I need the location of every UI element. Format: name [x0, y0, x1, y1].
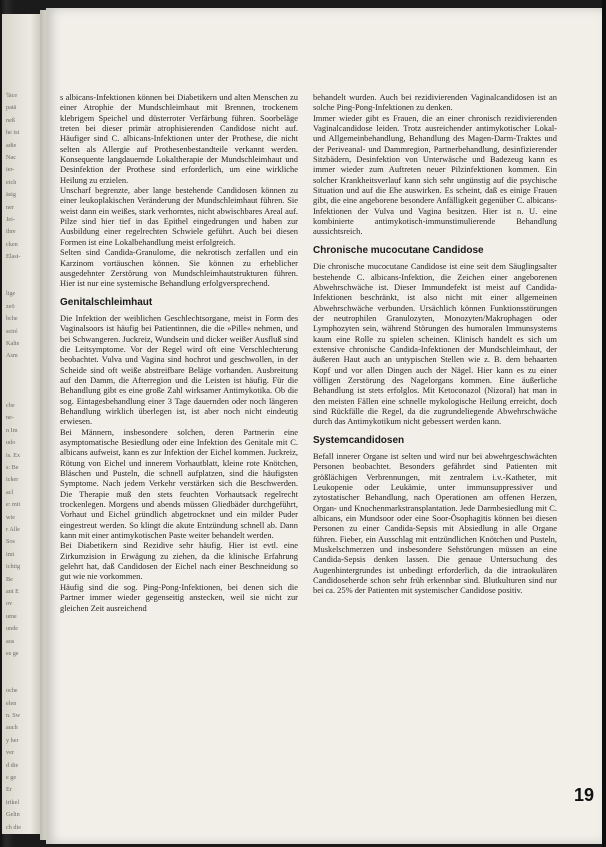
previous-page-text-fragment: es ge	[6, 650, 19, 657]
previous-page-text-fragment: is. Ex	[6, 451, 21, 459]
previous-page-text-fragment: Er	[6, 786, 12, 794]
previous-page-text-fragment: ner	[6, 203, 14, 211]
section-heading-genitalschleimhaut: Genitalschleimhaut	[60, 296, 153, 308]
previous-page-edge	[2, 14, 42, 834]
previous-page-text-fragment: y her	[6, 736, 19, 744]
previous-page-text-fragment: he ist	[6, 129, 20, 137]
right-shadow-edge	[602, 0, 606, 847]
paragraph: Häufig sind die sog. Ping-Pong-Infektionen, bei denen sich die Partner immer wieder gegenseitig anstecken, weil sie nicht zur gleichen Zeit ausreichend	[60, 581, 298, 613]
previous-page-text-fragment: cbe	[6, 402, 15, 409]
page-number: 19	[573, 785, 594, 805]
previous-page-text-fragment: trikel	[6, 798, 20, 806]
previous-page-text-fragment: s: Be	[6, 464, 19, 471]
previous-page-text-fragment: icker	[6, 476, 19, 484]
paragraph: Befall innerer Organe ist selten und wird nur bei abwehrgeschwächten Personen beobachtet. Besonders gefährdet sind Patienten mit größlächigen Verbrennungen, mit zentralem i.v.-Katheter, mit Leukopenie oder Leukämie, unter immunsuppressiver und zytostatischer Behandlung, nach Operationen am offenen Herzen, Organ- und Knochenmarkstransplantation. Jede Darmbesiedlung mit C. albicans, ein Mundsoor oder eine Soor-Ösophagitis können bei diesen Personen zu einer Candida-Sepsis mit Absiedlung in alle Organe führen. Fieber, ein Ausschlag mit entzündlichen Knötchen und Pusteln, Muskelschmerzen und insbesondere Sehstörungen müssen an eine Candida-Sepsis denken lassen. Die genaue Untersuchung des Augenhintergrundes ist unbedingt erforderlich, da die intraokulären Candidoseherde schon sehr früh erkennbar sind. Blutkulturen sind nur bei ca. 25% der Patienten mit systemischer Candidose positiv.	[313, 451, 557, 596]
previous-page-text-fragment: e ge	[6, 774, 17, 781]
paragraph: s albicans-Infektionen können bei Diabetikern und alten Menschen zu einer Atrophie der Mundschleimhaut mit Brennen, trockenem klebrigem Speichel und düsterroter Verfärbung führen. Soorbeläge treten bei dieser primär atrophisierenden Candidose nicht auf. Häufiger sind C. albicans-Infektionen unter der Prothese, die nicht selten als Allergie auf Prothesenbestandteile verkannt werden. Konsequente langdauernde Lokaltherapie der Mundschleimhaut und Desinfektion der Prothese sind erforderlich, um eine wirkliche Heilung zu erzielen.	[60, 92, 298, 185]
section-heading-systemcandidosen: Systemcandidosen	[313, 434, 405, 446]
previous-page-text-fragment: Nac	[6, 154, 16, 161]
previous-page-text-fragment: udo	[6, 439, 16, 447]
previous-page-text-fragment: seiré	[6, 327, 18, 335]
paragraph: Bei Diabetikern sind Rezidive sehr häufig. Hier ist evtl. eine Zirkumzision in Erwägung zu ziehen, da die klinische Erfahrung gelehrt hat, daß Candidosen der Eichel nach einer Beschneidung so gut wie nie vorkommen.	[60, 540, 298, 582]
previous-page-text-fragment: auch	[6, 724, 18, 732]
left-column	[60, 92, 298, 613]
previous-page-text-fragment: zeö	[6, 302, 15, 310]
previous-page-text-fragment: ov	[6, 600, 13, 608]
previous-page-text-fragment: eich	[6, 178, 17, 186]
paragraph: Die Infektion der weiblichen Geschlechtsorgane, meist in Form des Vaginalsoors ist häufig bei Patientinnen, die die »Pille« nehmen, und bei Schwangeren. Juckreiz, Wundsein und dicker weißer Ausfluß sind die Leitsymptome. Vor der Regel wird oft eine Verschlechterung beobachtet. Vulva und Vagina sind hochrot und geschwollen, in der Scheide sind oft weiße abstreifbare Beläge vorhanden. Ausbreitung auf den Damm, die Afterregion und die Leisten ist häufig. Für die Behandlung gibt es eine große Zahl wirksamer Antimykotika. Ob die sog. Eintagesbehandlung einer 3 Tage dauernden oder noch längeren Behandlung wirklich überlegen ist, ist aber noch nicht eindeutig erwiesen.	[60, 312, 298, 427]
previous-page-text-fragment: Elast-	[6, 253, 21, 261]
previous-page-text-fragment: ier-	[6, 166, 15, 174]
paragraph: Selten sind Candida-Granulome, die nekrotisch zerfallen und ein Karzinom vortäuschen können. Sie können zu erheblicher ausgedehnter Zerstörung von Mundschleimhautstrukturen führen. Hier ist nur eine systemische Behandlung erfolgversprechend.	[60, 247, 298, 289]
right-column	[313, 92, 557, 596]
previous-page-text-fragment: oche	[6, 687, 18, 695]
section-heading-chronische-candidose: Chronische mucocutane Candidose	[313, 244, 484, 256]
previous-page-text-fragment: acl	[6, 488, 14, 496]
previous-page-text-fragment: lige	[6, 290, 16, 298]
paragraph: behandelt wurden. Auch bei rezidivierenden Vaginalcandidosen ist an solche Ping-Pong-Infektionen zu denken.	[313, 92, 557, 113]
previous-page-text-fragment: ch die	[6, 823, 21, 831]
paragraph: Bei Männern, insbesondere solchen, deren Partnerin eine asymptomatische Besiedlung oder eine Infektion des Genitale mit C. albicans aufweist, kann es zur Infektion der Eichel kommen. Juckreiz, Rötung von Eichel und innerem Vorhautblatt, kleine rote Knötchen, Bläschen und Pusteln, die schnell aufplatzen, sind die häufigsten Symptome. Nach jedem Verkehr verstärken sich die Beschwerden. Die Therapie muß den stets feuchten Vorhautsack regelrecht trockenlegen. Morgens und abends müssen Gliedbäder durchgeführt, Vorhaut und Eichel gründlich abgetrocknet und ein milder Puder eingestreut werden. So klingt die akute Entzündung schnell ab. Dann kann mit einer antimykotischen Paste weiter behandelt werden.	[60, 426, 298, 541]
previous-page-text-fragment: ichtig	[6, 563, 21, 571]
previous-page-text-fragment: Sos	[6, 538, 15, 546]
previous-page-text-fragment: unde	[6, 625, 19, 633]
previous-page-text-fragment: elen	[6, 699, 17, 707]
previous-page-text-fragment: imt	[6, 550, 15, 558]
previous-page-text-fragment: neß	[6, 116, 15, 124]
previous-page-text-fragment: ne-	[6, 414, 14, 422]
previous-page-text-fragment: patä	[6, 104, 17, 112]
previous-page-text-fragment: Kalte	[6, 340, 20, 347]
previous-page-text-fragment: ihre	[6, 228, 16, 236]
previous-page-text-fragment: bche	[6, 315, 18, 323]
previous-page-text-fragment: cken	[6, 240, 18, 248]
previous-page-text-fragment: ant E	[6, 588, 19, 595]
previous-page-text-fragment: r Alle	[6, 526, 20, 533]
previous-page-text-fragment: n. Sw	[6, 712, 21, 719]
previous-page-text-fragment: adie	[6, 141, 17, 149]
previous-page-text-fragment: Jei-	[6, 216, 15, 223]
previous-page-text-fragment: Be	[6, 575, 13, 583]
paragraph: Immer wieder gibt es Frauen, die an einer chronisch rezidivierenden Vaginalcandidose leiden. Trotz ausreichender antimykotischer Lokal- und Allgemeinbehandlung, Behandlung des Magen-Darm-Traktes und der Periveanal- und Dammregion, Partnerbehandlung, desinfizierender Sitzbädern, Desinfektion von Unterwäsche und Badezeug kann es immer wieder zum Auftreten neuer Pilzinfektionen kommen. Ein solcher Krankheitsverlauf kann sich sehr ungünstig auf die psychische Situation und auf die Ehe auswirken. Es scheint, daß es einige Frauen gibt, die eine angeborene besondere Anfälligkeit gegenüber C. albicans-Infektionen der Vulva und Vagina besitzen. Hier ist n. U. eine kombinierte antimykotisch-immunstimulierende Behandlung aussichtsreich.	[313, 112, 557, 237]
previous-page-text-fragment: wie	[6, 513, 15, 521]
previous-page-text-fragment: ver	[6, 749, 14, 757]
previous-page-text-fragment: Gelin	[6, 811, 20, 819]
previous-page-text-fragment: d die	[6, 761, 19, 769]
previous-page-text-fragment: e: mit	[6, 501, 21, 509]
previous-page-text-fragment: aus	[6, 637, 15, 645]
book-page	[46, 8, 602, 844]
previous-page-text-fragment: 'läce	[6, 92, 18, 99]
previous-page-text-fragment: ume	[6, 612, 17, 620]
paragraph: Die chronische mucocutane Candidose ist eine seit dem Säuglingsalter bestehende C. albicans-Infektion, die Zeichen einer angeborenen Abwehrschwäche ist. Dieser Immundefekt ist meist auf Candida-Infektionen beschränkt, ist also nicht mit einer allgemeinen Abwehrschwäche verbunden. Ursächlich können Funktionsstörungen der neutrophilen Granulozyten, Monozyten/Makrophagen oder Lymphozyten sein, während Störungen des humoralen Immunsystems kaum eine Rolle zu spielen scheinen. Klinisch handelt es sich um extensive chronische Candida-Infektionen der Mundschleimhaut, der äußeren Haut auch an untypischen Stellen wie z. B. dem behaarten Kopf und vor allen Dingen auch der Nägel. Hier kann es zu einer völligen Zerstörung des Nagelorgans kommen. Eine äußerliche Behandlung ist stets erfolglos. Mit Ketoconazol (Nizoral) hat man in den meisten Fällen eine schnelle mykologische Heilung erreicht, doch sind Rückfälle die Regel, da die zugrundeliegende Abwehrschwäche durch das Antimykotikum nicht gebessert werden kann.	[313, 261, 557, 427]
previous-page-text-fragment: Asm	[6, 352, 18, 360]
paragraph: Unscharf begrenzte, aber lange bestehende Candidosen können zu einer leukoplakischen Veränderung der Mundschleimhaut führen. Sie weist dann ein weißes, stark verhorntes, nicht abwischbares Areal auf. Pilze sind hier tief in das Epithel eingedrungen und haben zur Ausbildung einer regelrechten Schwiele geführt. Auch bei diesen Formen ist eine Lokalbehandlung meist erfolgreich.	[60, 185, 298, 247]
previous-page-text-fragment: n Im	[6, 426, 18, 434]
previous-page-text-fragment: äsig	[6, 191, 16, 199]
